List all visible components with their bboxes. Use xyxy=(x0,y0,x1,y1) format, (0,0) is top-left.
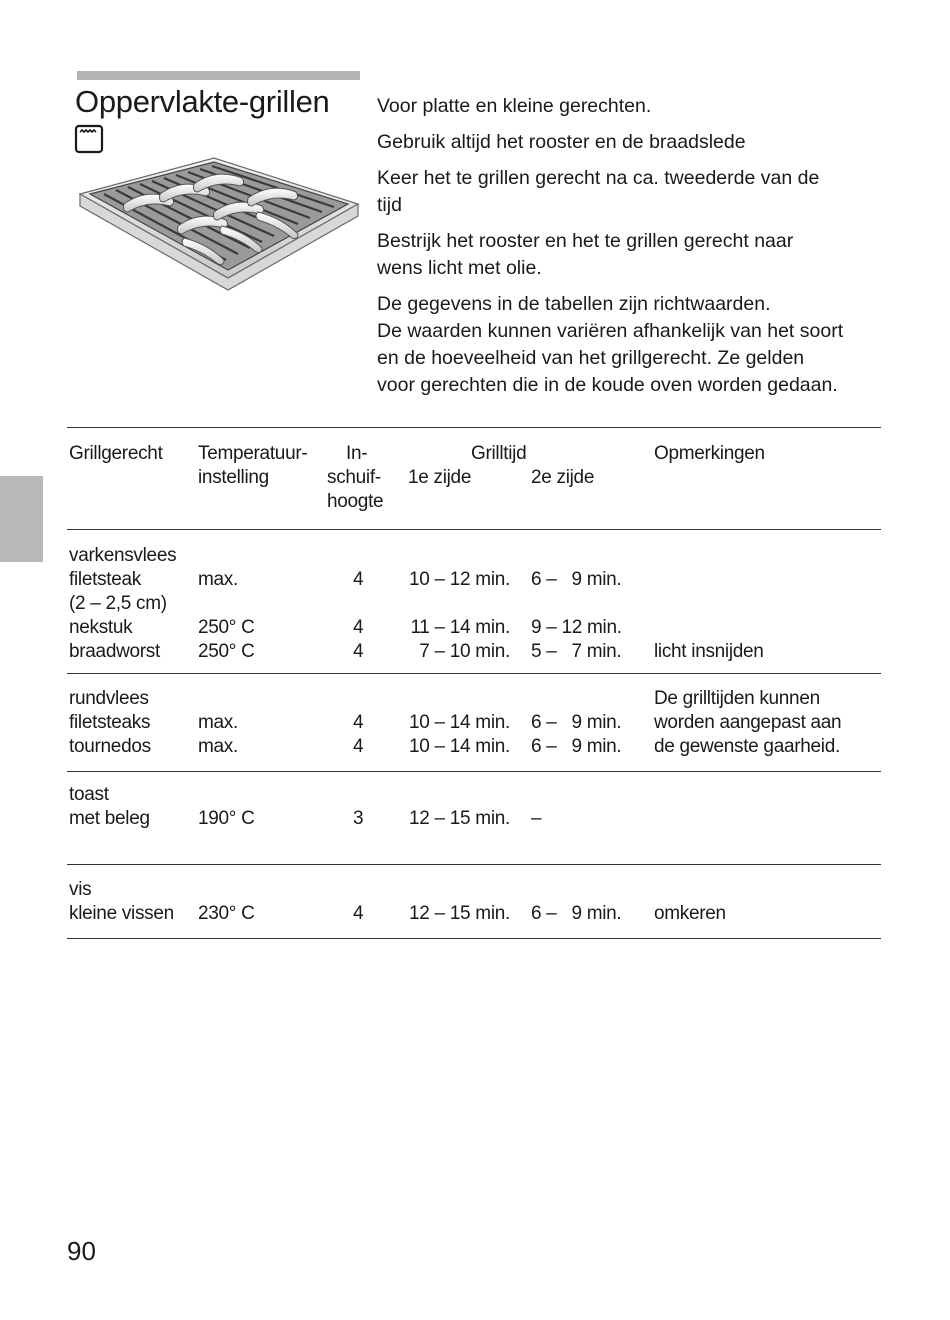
time-side1-cell: 12 – 15 min. xyxy=(409,903,510,924)
remark-cell: omkeren xyxy=(654,903,726,924)
temp-cell: max. xyxy=(198,569,238,590)
col-header-side2: 2e zijde xyxy=(531,467,595,488)
time-side2-cell: 5 – 7 min. xyxy=(531,641,622,662)
dish-cell: braadworst xyxy=(69,641,160,662)
intro-paragraph: Gebruik altijd het rooster en de braadslede xyxy=(377,131,746,153)
dish-cell: tournedos xyxy=(69,736,151,757)
time-side1-cell: 10 – 14 min. xyxy=(409,712,510,733)
col-header-temp: Temperatuur- xyxy=(198,443,308,464)
intro-paragraph: Keer het te grillen gerecht na ca. tweederde van de tijd xyxy=(377,167,820,216)
shelf-cell: 4 xyxy=(353,712,364,733)
chapter-thumb-tab xyxy=(0,476,43,562)
temp-cell: max. xyxy=(198,712,238,733)
time-side2-cell: 9 – 12 min. xyxy=(531,617,622,638)
col-header-grilltime: Grilltijd xyxy=(471,443,527,464)
intro-text xyxy=(377,93,897,408)
page-title: Oppervlakte-grillen xyxy=(75,84,330,119)
group-heading: toast xyxy=(69,784,109,805)
temp-cell: max. xyxy=(198,736,238,757)
col-header-side1: 1e zijde xyxy=(408,467,472,488)
group-heading: rundvlees xyxy=(69,688,149,709)
shelf-cell: 4 xyxy=(353,617,364,638)
col-header-shelf: In- xyxy=(346,443,368,464)
dish-cell: met beleg xyxy=(69,808,150,829)
table-bottom-rule xyxy=(67,938,881,939)
intro-paragraph: Voor platte en kleine gerechten. xyxy=(377,95,652,117)
shelf-cell: 4 xyxy=(353,903,364,924)
dish-cell: filetsteak xyxy=(69,569,141,590)
time-side2-cell: 6 – 9 min. xyxy=(531,569,622,590)
header-bottom-rule xyxy=(67,529,881,530)
group-divider xyxy=(67,771,881,772)
grill-rack-illustration xyxy=(76,150,362,292)
temp-cell: 250° C xyxy=(198,641,255,662)
col-header-shelf: schuif- xyxy=(327,467,381,488)
section-header-bar xyxy=(77,71,360,80)
intro-paragraph: De gegevens in de tabellen zijn richtwaarden. De waarden kunnen variëren afhankelijk van het soort en de hoeveelheid van het grillgerecht. Ze gelden voor gerechten die in de koude oven worden gedaan. xyxy=(377,293,844,396)
page-number: 90 xyxy=(67,1236,96,1266)
col-header-remarks: Opmerkingen xyxy=(654,443,765,464)
remark-cell: worden aangepast aan xyxy=(654,712,842,733)
time-side2-cell: 6 – 9 min. xyxy=(531,712,622,733)
dish-cell: filetsteaks xyxy=(69,712,151,733)
time-side2-cell: 6 – 9 min. xyxy=(531,736,622,757)
time-side1-cell: 10 – 12 min. xyxy=(409,569,510,590)
temp-cell: 190° C xyxy=(198,808,255,829)
temp-cell: 250° C xyxy=(198,617,255,638)
dish-cell: nekstuk xyxy=(69,617,133,638)
shelf-cell: 4 xyxy=(353,569,364,590)
shelf-cell: 3 xyxy=(353,808,364,829)
group-heading: varkensvlees xyxy=(69,545,177,566)
time-side2-cell: – xyxy=(531,808,542,829)
col-header-temp: instelling xyxy=(198,467,269,488)
time-side1-cell: 11 – 14 min. xyxy=(410,617,510,638)
temp-cell: 230° C xyxy=(198,903,255,924)
shelf-cell: 4 xyxy=(353,736,364,757)
table-top-rule xyxy=(67,427,881,428)
group-divider xyxy=(67,864,881,865)
dish-cell: (2 – 2,5 cm) xyxy=(69,593,167,614)
time-side1-cell: 12 – 15 min. xyxy=(409,808,510,829)
remark-cell: licht insnijden xyxy=(654,641,764,662)
group-heading: vis xyxy=(69,879,92,900)
col-header-dish: Grillgerecht xyxy=(69,443,163,464)
time-side2-cell: 6 – 9 min. xyxy=(531,903,622,924)
remark-cell: De grilltijden kunnen xyxy=(654,688,820,709)
group-divider xyxy=(67,673,881,674)
dish-cell: kleine vissen xyxy=(69,903,174,924)
shelf-cell: 4 xyxy=(353,641,364,662)
col-header-shelf: hoogte xyxy=(327,491,384,512)
remark-cell: de gewenste gaarheid. xyxy=(654,736,840,757)
intro-paragraph: Bestrijk het rooster en het te grillen gerecht naar wens licht met olie. xyxy=(377,230,794,279)
time-side1-cell: 10 – 14 min. xyxy=(409,736,510,757)
time-side1-cell: 7 – 10 min. xyxy=(419,641,510,662)
